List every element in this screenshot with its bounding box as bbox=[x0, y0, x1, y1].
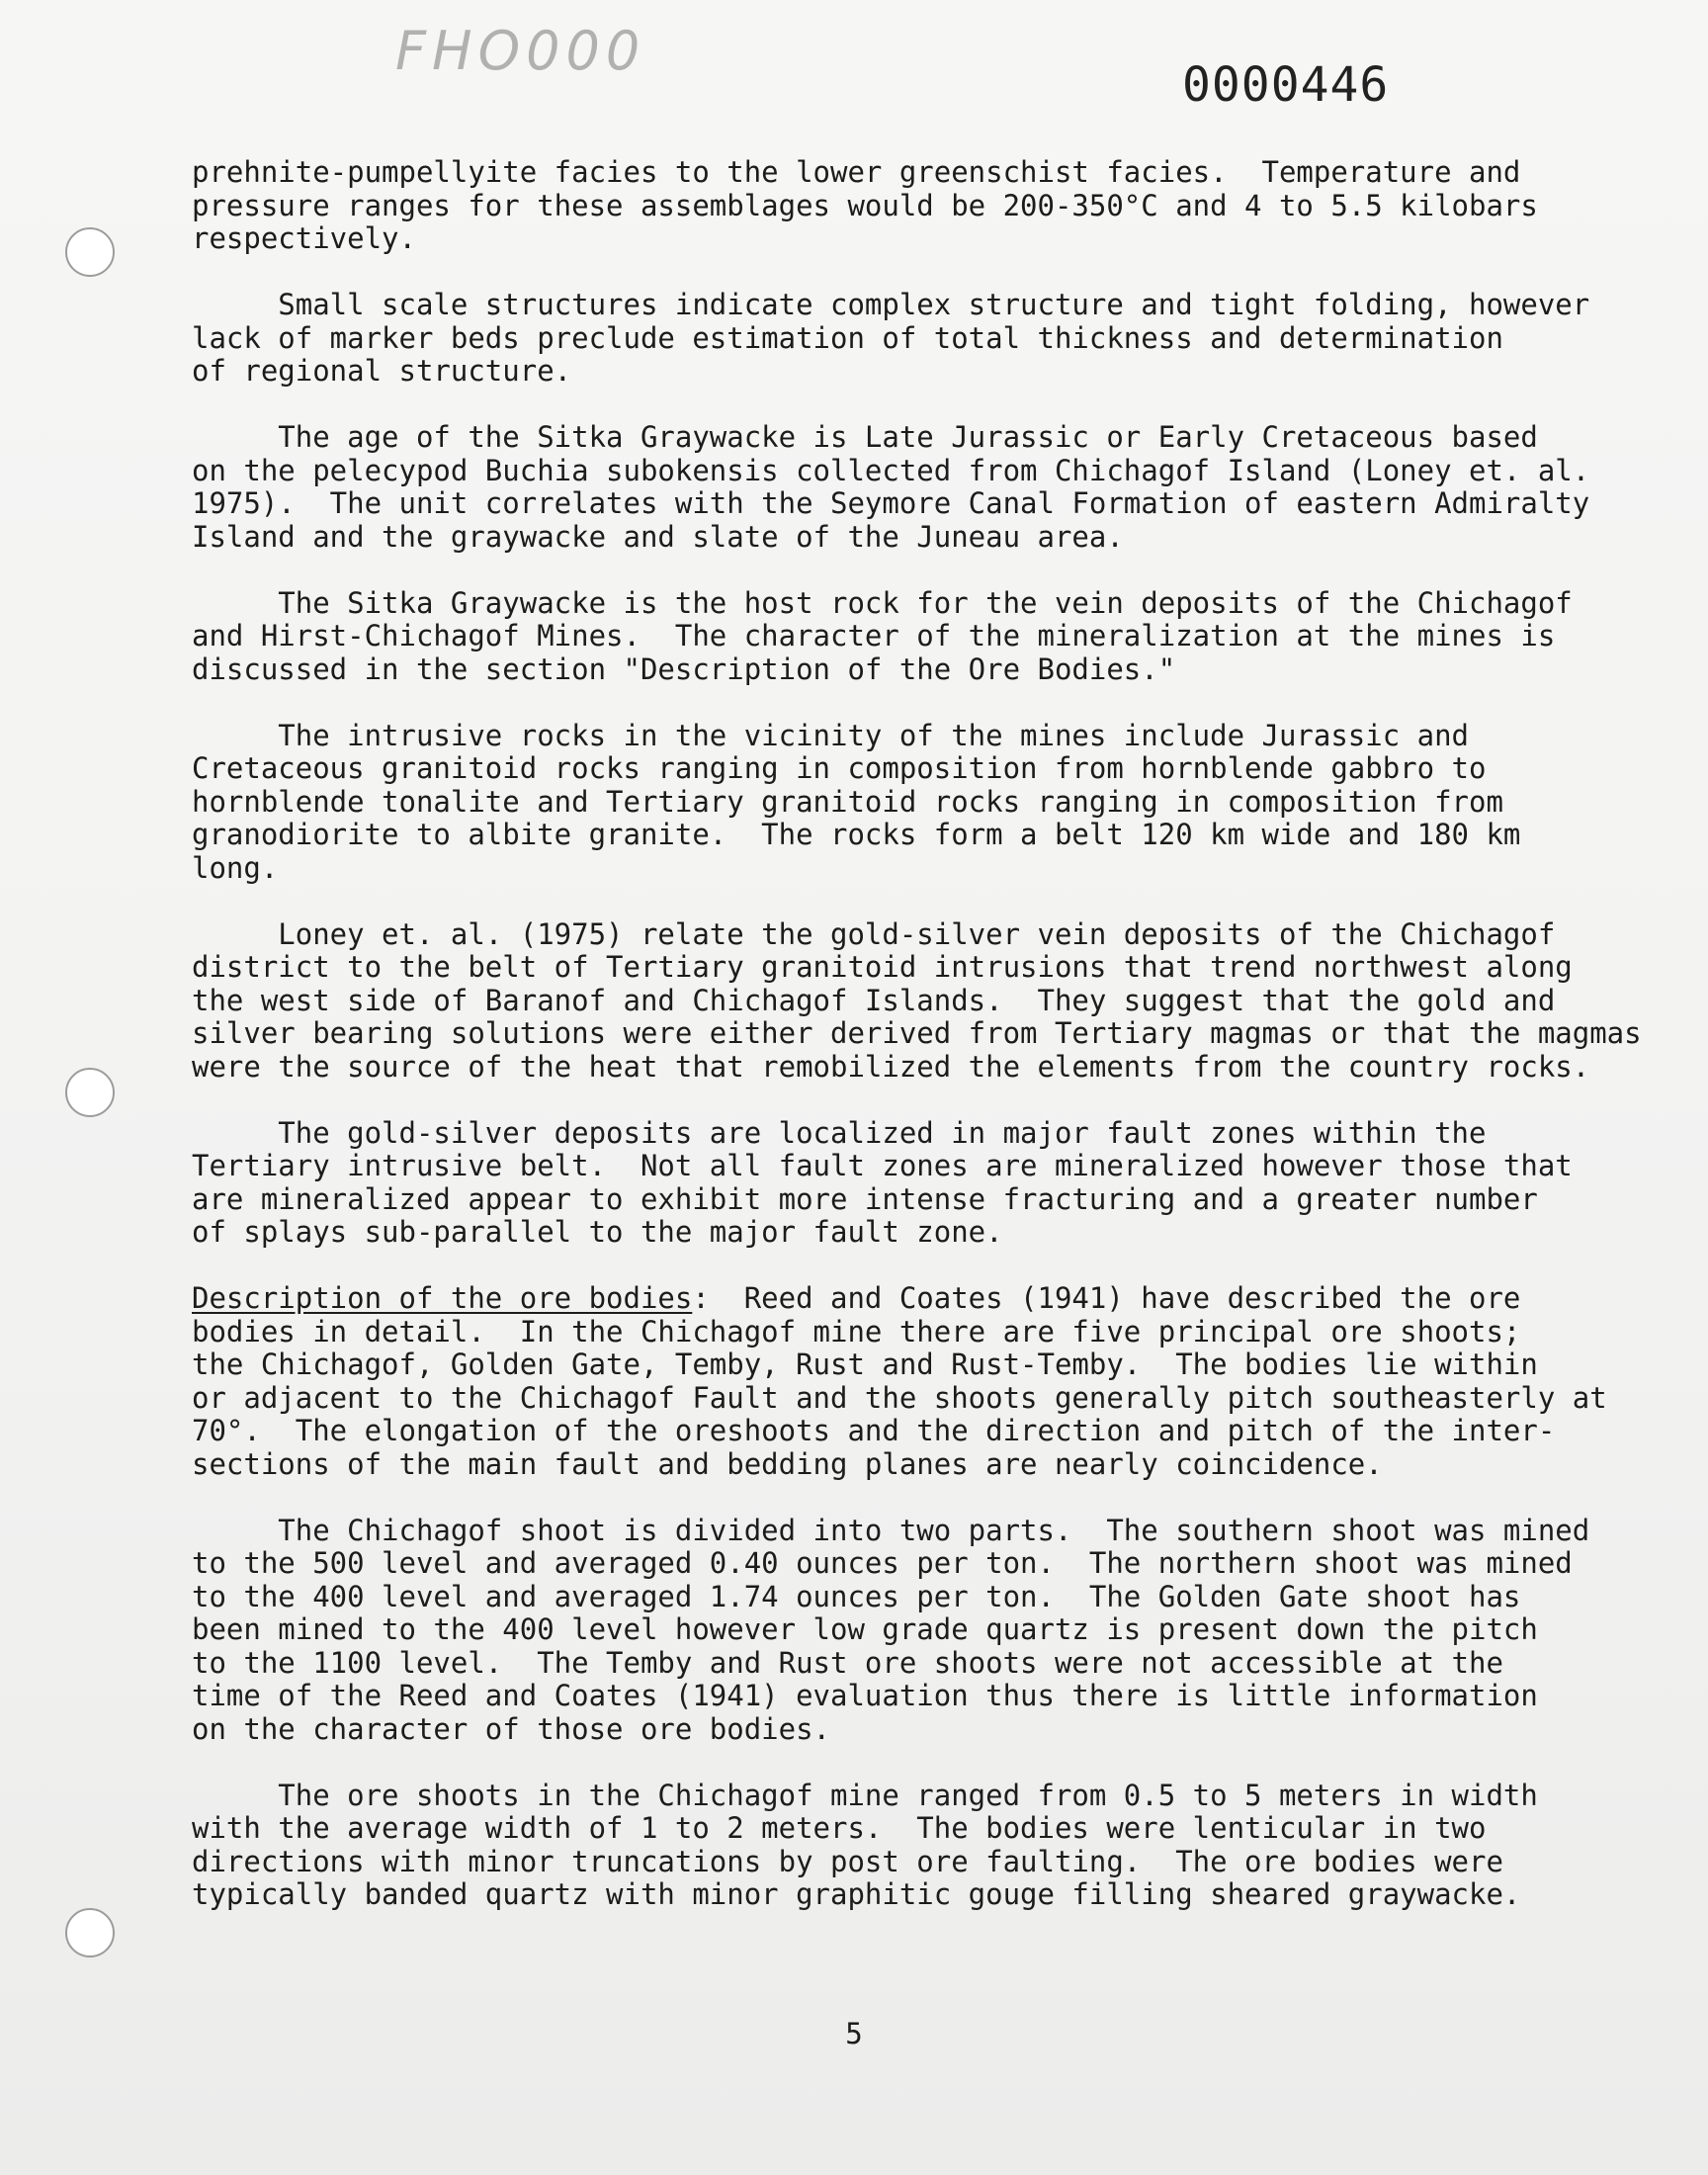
paragraph-line: The ore shoots in the Chichagof mine ranged from 0.5 to 5 meters in width bbox=[192, 1778, 1538, 1812]
paragraph-line: are mineralized appear to exhibit more intense fracturing and a greater number bbox=[192, 1181, 1538, 1216]
paragraph-gap bbox=[192, 389, 1605, 422]
paragraph-line: on the character of those ore bodies. bbox=[192, 1711, 831, 1746]
paragraph-line: Cretaceous granitoid rocks ranging in composition from hornblende gabbro to bbox=[192, 751, 1487, 785]
paragraph bbox=[192, 1780, 1605, 1912]
paragraph-line: The gold-silver deposits are localized in major fault zones within the bbox=[192, 1115, 1487, 1150]
paragraph-line: silver bearing solutions were either derived from Tertiary magmas or that the magmas bbox=[192, 1016, 1642, 1050]
paragraph-line: pressure ranges for these assemblages would be 200-350°C and 4 to 5.5 kilobars bbox=[192, 188, 1538, 222]
paragraph-line: granodiorite to albite granite. The rocks form a belt 120 km wide and 180 km bbox=[192, 818, 1521, 851]
paragraph-line: 70°. The elongation of the oreshoots and the direction and pitch of the inter- bbox=[192, 1414, 1556, 1447]
paragraph-line: Small scale structures indicate complex structure and tight folding, however bbox=[192, 288, 1590, 321]
punch-hole-bottom bbox=[65, 1908, 115, 1958]
paragraph-line: been mined to the 400 level however low grade quartz is present down the pitch bbox=[192, 1612, 1538, 1646]
paragraph-line: of regional structure. bbox=[192, 354, 572, 388]
page-number: 5 bbox=[845, 2017, 863, 2050]
paragraph-gap bbox=[192, 1250, 1605, 1283]
paragraph-line: were the source of the heat that remobilized the elements from the country rocks. bbox=[192, 1049, 1590, 1084]
paragraph-line: sections of the main fault and bedding planes are nearly coincidence. bbox=[192, 1446, 1383, 1481]
paragraph-line: discussed in the section "Description of the Ore Bodies." bbox=[192, 652, 1176, 686]
paragraph-line: or adjacent to the Chichagof Fault and the shoots generally pitch southeasterly at bbox=[192, 1380, 1607, 1415]
paragraph-line: lack of marker beds preclude estimation of total thickness and determination bbox=[192, 320, 1503, 355]
paragraph-gap bbox=[192, 1746, 1605, 1780]
paragraph bbox=[192, 1282, 1605, 1481]
paragraph-line: Island and the graywacke and slate of the Juneau area. bbox=[192, 519, 1124, 554]
paragraph-line: bodies in detail. In the Chichagof mine there are five principal ore shoots; bbox=[192, 1314, 1521, 1348]
paragraph-line: the west side of Baranof and Chichagof Islands. They suggest that the gold and bbox=[192, 983, 1556, 1017]
punch-hole-top bbox=[65, 227, 115, 277]
paragraph-line: The age of the Sitka Graywacke is Late Jurassic or Early Cretaceous based bbox=[192, 420, 1538, 454]
paragraph-line: to the 1100 level. The Temby and Rust ore shoots were not accessible at the bbox=[192, 1645, 1503, 1680]
paragraph-line: 1975). The unit correlates with the Seymore Canal Formation of eastern Admiralty bbox=[192, 486, 1590, 520]
heading-continuation: : Reed and Coates (1941) have described the ore bbox=[692, 1281, 1521, 1315]
paragraph-line: district to the belt of Tertiary granitoid intrusions that trend northwest along bbox=[192, 950, 1573, 984]
paragraph-line: directions with minor truncations by post ore faulting. The ore bodies were bbox=[192, 1844, 1503, 1878]
paragraph-gap bbox=[192, 1481, 1605, 1515]
paragraph-line: The intrusive rocks in the vicinity of the mines include Jurassic and bbox=[192, 718, 1470, 752]
paragraph-line: of splays sub-parallel to the major fault zone. bbox=[192, 1215, 1003, 1249]
paragraph-gap bbox=[192, 1084, 1605, 1117]
paragraph-line: and Hirst-Chichagof Mines. The character of the mineralization at the mines is bbox=[192, 619, 1556, 652]
paragraph-gap bbox=[192, 554, 1605, 587]
paragraph-gap bbox=[192, 885, 1605, 918]
paragraph-line: to the 400 level and averaged 1.74 ounces per ton. The Golden Gate shoot has bbox=[192, 1579, 1521, 1613]
paragraph-line: Tertiary intrusive belt. Not all fault zones are mineralized however those that bbox=[192, 1149, 1573, 1182]
paragraph-line: on the pelecypod Buchia subokensis collected from Chichagof Island (Loney et. al. bbox=[192, 453, 1590, 487]
paragraph-line: long. bbox=[192, 850, 279, 885]
paragraph-line: typically banded quartz with minor graphitic gouge filling sheared graywacke. bbox=[192, 1877, 1521, 1911]
paragraph bbox=[192, 421, 1605, 554]
paragraph-gap bbox=[192, 686, 1605, 720]
paragraph-line: Loney et. al. (1975) relate the gold-silver vein deposits of the Chichagof bbox=[192, 916, 1556, 951]
paragraph bbox=[192, 720, 1605, 886]
paragraph-line: the Chichagof, Golden Gate, Temby, Rust and Rust-Temby. The bodies lie within bbox=[192, 1348, 1538, 1381]
paragraph bbox=[192, 1515, 1605, 1747]
paragraph-gap bbox=[192, 256, 1605, 290]
paragraph bbox=[192, 587, 1605, 687]
paragraph-line: The Chichagof shoot is divided into two parts. The southern shoot was mined bbox=[192, 1513, 1590, 1547]
paragraph-line: respectively. bbox=[192, 221, 416, 255]
paragraph-line: time of the Reed and Coates (1941) evaluation thus there is little information bbox=[192, 1679, 1538, 1712]
paragraph bbox=[192, 156, 1605, 256]
paragraph bbox=[192, 289, 1605, 389]
paragraph-line bbox=[192, 1282, 1605, 1316]
document-body bbox=[192, 155, 1642, 1912]
section-heading: Description of the ore bodies bbox=[192, 1281, 693, 1315]
paragraph-line: The Sitka Graywacke is the host rock for the vein deposits of the Chichagof bbox=[192, 585, 1573, 620]
paragraph-line: hornblende tonalite and Tertiary granitoid rocks ranging in composition from bbox=[192, 784, 1503, 819]
punch-hole-middle bbox=[65, 1068, 115, 1117]
paragraph bbox=[192, 916, 1642, 1085]
paragraph-line: with the average width of 1 to 2 meters. The bodies were lenticular in two bbox=[192, 1811, 1487, 1845]
paragraph-line: prehnite-pumpellyite facies to the lower greenschist facies. Temperature and bbox=[192, 155, 1521, 189]
document-id-stamp: 0000446 bbox=[1182, 57, 1390, 113]
paragraph-line: to the 500 level and averaged 0.40 ounces per ton. The northern shoot was mined bbox=[192, 1546, 1573, 1580]
document-stamp-top-left: FHO000 bbox=[395, 20, 646, 82]
paragraph bbox=[192, 1117, 1605, 1250]
